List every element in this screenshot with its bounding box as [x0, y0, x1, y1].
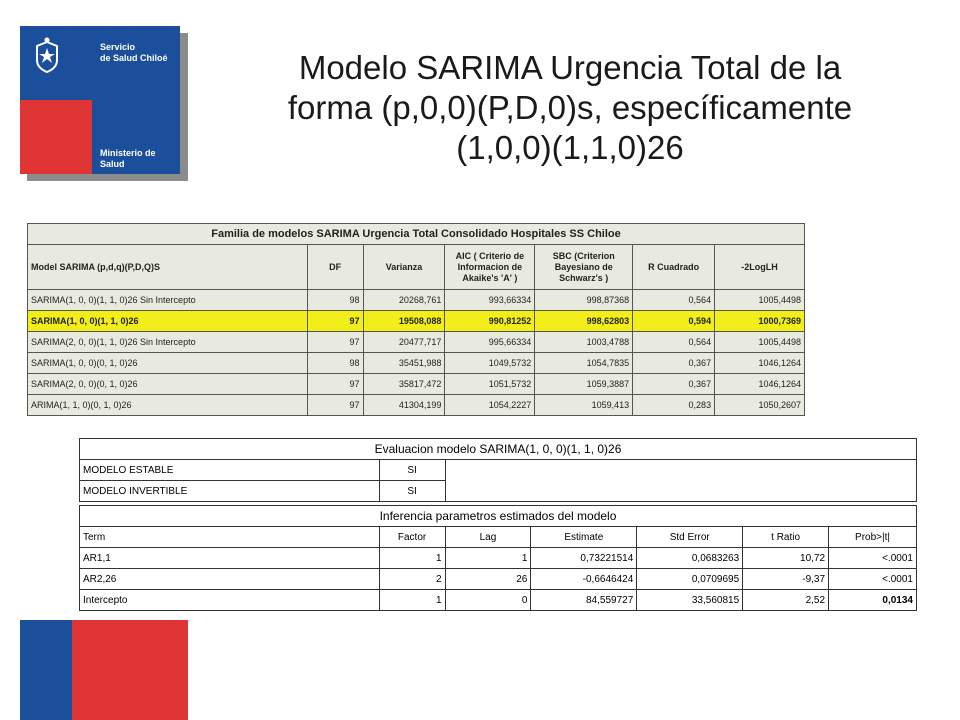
table1-header: Model SARIMA (p,d,q)(P,D,Q)S: [28, 245, 308, 290]
param-header: Prob>|t|: [829, 527, 917, 548]
table-cell: ARIMA(1, 1, 0)(0, 1, 0)26: [28, 395, 308, 416]
servicio-salud-logo: [20, 26, 180, 174]
stable-value: SI: [379, 460, 445, 481]
title-line2: forma (p,0,0)(P,D,0)s, específicamente: [287, 89, 853, 126]
table-cell: 993,66334: [445, 290, 535, 311]
table-cell: 0,283: [633, 395, 715, 416]
table-cell: 97: [307, 374, 363, 395]
table-cell: SARIMA(1, 0, 0)(1, 1, 0)26 Sin Intercepto: [28, 290, 308, 311]
title-line1: Modelo SARIMA Urgencia Total de la: [298, 49, 842, 86]
table-cell: SARIMA(1, 0, 0)(0, 1, 0)26: [28, 353, 308, 374]
logo-line3: Ministerio de: [100, 148, 156, 158]
table-cell: 1: [379, 548, 445, 569]
param-header: t Ratio: [743, 527, 829, 548]
table-cell: AR2,26: [80, 569, 380, 590]
table-cell: SARIMA(2, 0, 0)(1, 1, 0)26 Sin Intercepto: [28, 332, 308, 353]
table-cell: 97: [307, 332, 363, 353]
table-cell: 990,81252: [445, 311, 535, 332]
logo-ministry: [100, 148, 156, 170]
table-cell: 1050,2607: [715, 395, 805, 416]
table-cell: 1: [445, 548, 531, 569]
table-cell: 33,560815: [637, 590, 743, 611]
table-cell: 1046,1264: [715, 353, 805, 374]
param-header: Estimate: [531, 527, 637, 548]
chile-crest-icon: [30, 36, 64, 76]
inference-title: Inferencia parametros estimados del modelo: [80, 506, 917, 527]
table-cell: 0,0134: [829, 590, 917, 611]
logo-line4: Salud: [100, 159, 125, 169]
invertible-value: SI: [379, 481, 445, 502]
table-cell: 97: [307, 311, 363, 332]
table-cell: 0,367: [633, 353, 715, 374]
table-cell: 1059,413: [535, 395, 633, 416]
table1-caption: Familia de modelos SARIMA Urgencia Total Consolidado Hospitales SS Chiloe: [28, 224, 805, 245]
table-row: [28, 374, 805, 395]
table-cell: Intercepto: [80, 590, 380, 611]
table-row: [28, 353, 805, 374]
table-row-highlighted: [28, 311, 805, 332]
table-cell: 998,87368: [535, 290, 633, 311]
table-cell: SARIMA(2, 0, 0)(0, 1, 0)26: [28, 374, 308, 395]
table-cell: 41304,199: [363, 395, 445, 416]
model-evaluation-table: [79, 438, 917, 611]
invertible-label: MODELO INVERTIBLE: [80, 481, 380, 502]
table1-header: Varianza: [363, 245, 445, 290]
table-cell: 0,0683263: [637, 548, 743, 569]
table-cell: 20477,717: [363, 332, 445, 353]
param-header: Term: [80, 527, 380, 548]
table-cell: 10,72: [743, 548, 829, 569]
param-header: Factor: [379, 527, 445, 548]
table-cell: -9,37: [743, 569, 829, 590]
table1-header: SBC (Criterion Bayesiano de Schwarz's ): [535, 245, 633, 290]
table-cell: 1003,4788: [535, 332, 633, 353]
table-cell: 97: [307, 395, 363, 416]
table-cell: 35451,988: [363, 353, 445, 374]
table-cell: 1054,2227: [445, 395, 535, 416]
table-cell: 1059,3887: [535, 374, 633, 395]
table-cell: 0,73221514: [531, 548, 637, 569]
table-cell: 1005,4498: [715, 290, 805, 311]
table1-header: R Cuadrado: [633, 245, 715, 290]
table-cell: 0,367: [633, 374, 715, 395]
table1-header: DF: [307, 245, 363, 290]
flag-accent: [20, 620, 188, 720]
table-cell: SARIMA(1, 0, 0)(1, 1, 0)26: [28, 311, 308, 332]
table-cell: 1049,5732: [445, 353, 535, 374]
table-cell: 98: [307, 290, 363, 311]
table-cell: 0,564: [633, 290, 715, 311]
table-row: [28, 332, 805, 353]
table-cell: 98: [307, 353, 363, 374]
stable-label: MODELO ESTABLE: [80, 460, 380, 481]
table-cell: 1051,5732: [445, 374, 535, 395]
table-cell: 20268,761: [363, 290, 445, 311]
table-cell: 2,52: [743, 590, 829, 611]
table-cell: 1054,7835: [535, 353, 633, 374]
table-cell: 19508,088: [363, 311, 445, 332]
logo-org-name: [100, 42, 168, 64]
evaluation-title: Evaluacion modelo SARIMA(1, 0, 0)(1, 1, 0)26: [80, 439, 917, 460]
param-header: Std Error: [637, 527, 743, 548]
logo-line1: Servicio: [100, 42, 136, 52]
table-row: [28, 290, 805, 311]
table-cell: 1: [379, 590, 445, 611]
table-cell: 26: [445, 569, 531, 590]
table-cell: -0,6646424: [531, 569, 637, 590]
param-header: Lag: [445, 527, 531, 548]
table-cell: 995,66334: [445, 332, 535, 353]
table1-header: AIC ( Criterio de Informacion de Akaike's 'A' ): [445, 245, 535, 290]
logo-line2: de Salud Chiloé: [100, 53, 168, 63]
table-row: [80, 548, 917, 569]
table-cell: 0,594: [633, 311, 715, 332]
table-cell: 2: [379, 569, 445, 590]
table-cell: 0,564: [633, 332, 715, 353]
table1-header: -2LogLH: [715, 245, 805, 290]
table-cell: <.0001: [829, 569, 917, 590]
title-line3: (1,0,0)(1,1,0)26: [456, 129, 684, 166]
table-cell: <.0001: [829, 548, 917, 569]
table-cell: 0,0709695: [637, 569, 743, 590]
slide-title: [200, 48, 940, 168]
sarima-models-table: [27, 223, 805, 416]
table-cell: 1046,1264: [715, 374, 805, 395]
table-row: [80, 569, 917, 590]
table-cell: AR1,1: [80, 548, 380, 569]
table-cell: 35817,472: [363, 374, 445, 395]
table-cell: 1000,7369: [715, 311, 805, 332]
table-cell: 1005,4498: [715, 332, 805, 353]
table-cell: 84,559727: [531, 590, 637, 611]
table-row: [28, 395, 805, 416]
table-row: [80, 590, 917, 611]
table-cell: 0: [445, 590, 531, 611]
table-cell: 998,62803: [535, 311, 633, 332]
